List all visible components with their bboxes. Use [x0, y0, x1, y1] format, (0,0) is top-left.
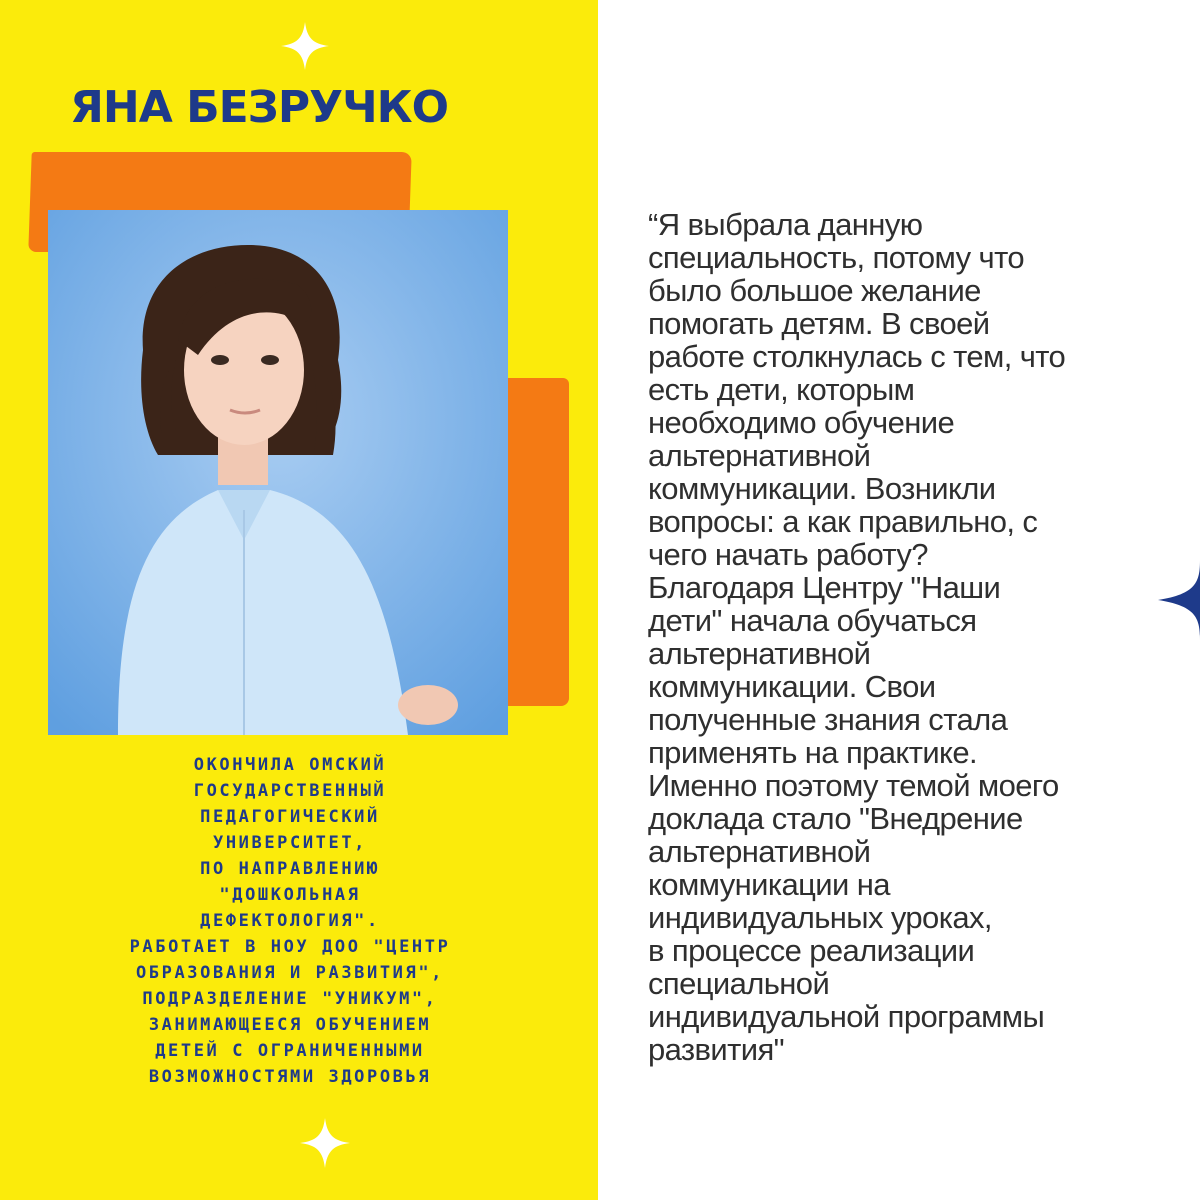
quote-line: альтернативной	[648, 438, 871, 473]
person-name-title: ЯНА БЕЗРУЧКО	[70, 82, 449, 133]
bio-line: РАБОТАЕТ В НОУ ДОО "ЦЕНТР	[129, 937, 451, 957]
quote-line: коммуникации. Возникли	[648, 471, 996, 506]
bio-line: ДЕТЕЙ С ОГРАНИЧЕННЫМИ	[155, 1041, 425, 1061]
quote-line: чего начать работу?	[648, 537, 928, 572]
quote-line: Благодаря Центру "Наши	[648, 570, 1001, 605]
quote-line: коммуникации на	[648, 867, 890, 902]
quote-line: работе столкнулась с тем, что	[648, 339, 1066, 374]
bio-line: ПО НАПРАВЛЕНИЮ	[200, 859, 380, 879]
bio-line: ПЕДАГОГИЧЕСКИЙ	[200, 807, 380, 827]
quote-line: доклада стало "Внедрение	[648, 801, 1023, 836]
quote-line: в процессе реализации	[648, 933, 975, 968]
quote-line: есть дети, которым	[648, 372, 915, 407]
quote-line: полученные знания стала	[648, 702, 1008, 737]
quote-line: было большое желание	[648, 273, 981, 308]
bio-line: "ДОШКОЛЬНАЯ	[219, 885, 361, 905]
sparkle-star-icon-bottom	[300, 1118, 350, 1168]
quote-line: коммуникации. Свои	[648, 669, 936, 704]
quote-line: специальность, потому что	[648, 240, 1024, 275]
bio-line: ВОЗМОЖНОСТЯМИ ЗДОРОВЬЯ	[148, 1067, 432, 1087]
quote-line: альтернативной	[648, 636, 871, 671]
portrait-illustration	[48, 210, 508, 735]
bio-line: ДЕФЕКТОЛОГИЯ".	[200, 911, 380, 931]
quote-line: индивидуальных уроках,	[648, 900, 992, 935]
quote-line: Именно поэтому темой моего	[648, 768, 1059, 803]
bio-line: ГОСУДАРСТВЕННЫЙ	[193, 781, 387, 801]
quote-line: дети" начала обучаться	[648, 603, 977, 638]
quote-line: специальной	[648, 966, 830, 1001]
quote-line: “Я выбрала данную	[648, 207, 923, 242]
quote-line: применять на практике.	[648, 735, 977, 770]
quote-line: развития"	[648, 1032, 785, 1067]
bio-line: ПОДРАЗДЕЛЕНИЕ "УНИКУМ",	[142, 989, 438, 1009]
quote-line: вопросы: а как правильно, с	[648, 504, 1038, 539]
quote-line: индивидуальной программы	[648, 999, 1045, 1034]
testimonial-quote	[648, 208, 1168, 1066]
sparkle-star-icon-right	[1158, 560, 1200, 640]
biography-text	[60, 752, 520, 1090]
bio-line: ОБРАЗОВАНИЯ И РАЗВИТИЯ",	[135, 963, 445, 983]
bio-line: ЗАНИМАЮЩЕЕСЯ ОБУЧЕНИЕМ	[148, 1015, 432, 1035]
portrait-photo	[48, 210, 508, 735]
quote-line: необходимо обучение	[648, 405, 955, 440]
sparkle-star-icon-top	[281, 22, 329, 70]
bio-line: УНИВЕРСИТЕТ,	[212, 833, 368, 853]
quote-line: помогать детям. В своей	[648, 306, 990, 341]
quote-line: альтернативной	[648, 834, 871, 869]
bio-line: ОКОНЧИЛА ОМСКИЙ	[193, 755, 387, 775]
